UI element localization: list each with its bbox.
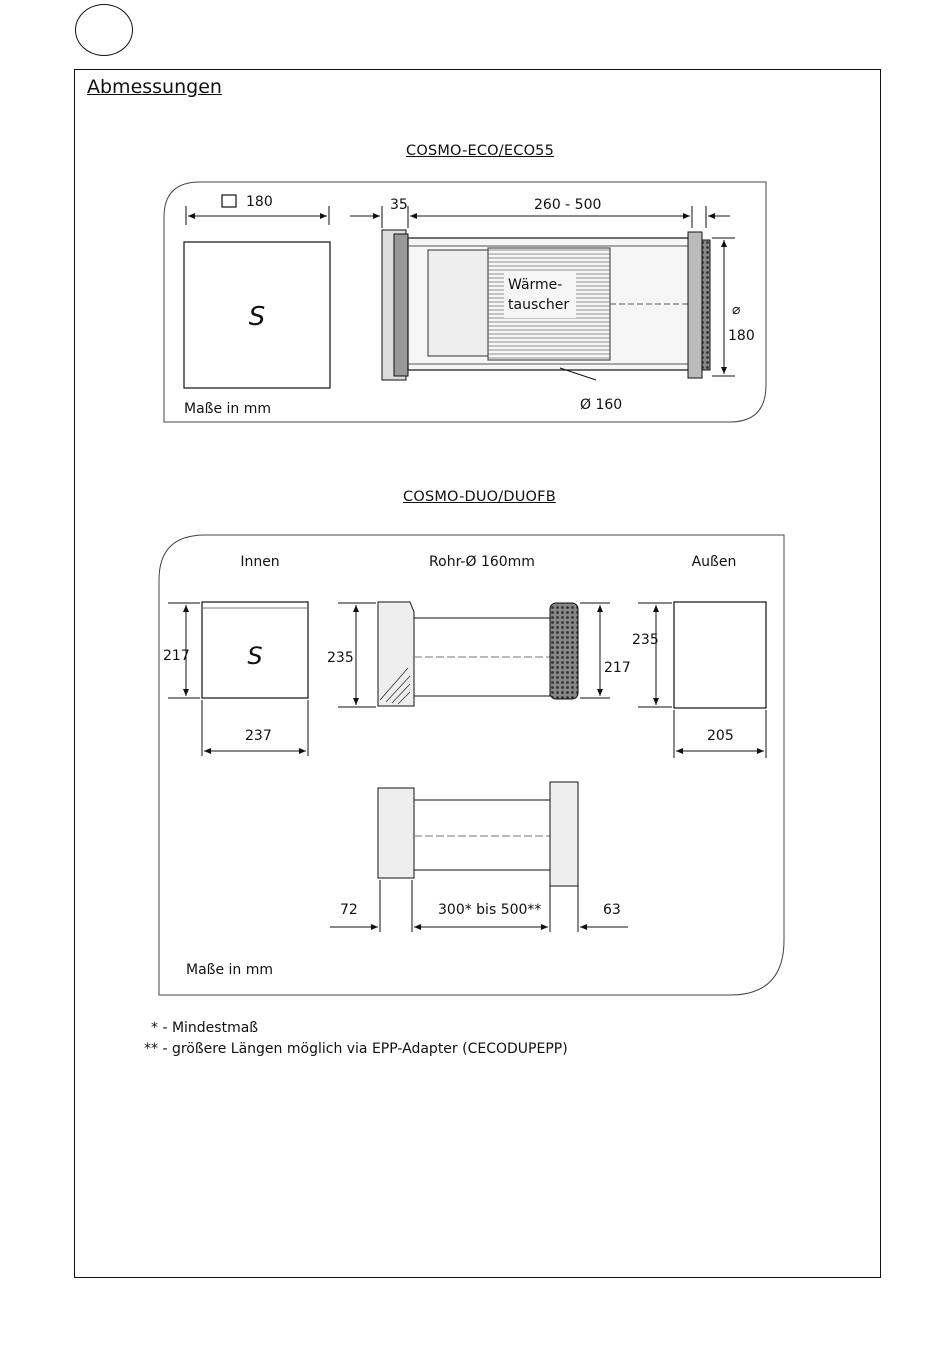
eco-diagram — [164, 182, 766, 422]
duo-inner-width: 237 — [245, 728, 272, 744]
duo-label-outside: Außen — [691, 554, 737, 570]
eco-dim-diameter: 180 — [728, 328, 755, 344]
eco-square-size: 180 — [246, 194, 273, 210]
eco-dim-length: 260 - 500 — [534, 197, 602, 213]
diameter-symbol-icon: ⌀ — [732, 302, 741, 318]
duo-bottom-outer-cover — [550, 782, 578, 886]
eco-heat-exchanger-label-2: tauscher — [508, 297, 570, 313]
duo-units: Maße in mm — [186, 962, 274, 978]
duo-dim-72: 72 — [340, 902, 358, 918]
eco-units: Maße in mm — [184, 401, 272, 417]
duo-section-title: COSMO-DUO/DUOFB — [403, 489, 556, 505]
page-title: Abmessungen — [87, 76, 222, 98]
duo-outer-width: 205 — [707, 728, 734, 744]
footnote-minimum: * - Mindestmaß — [151, 1020, 259, 1036]
duo-diagram — [159, 535, 784, 995]
brand-logo-icon: S — [248, 302, 266, 332]
footnote-adapter: ** - größere Längen möglich via EPP-Adapter (CECODUPEPP) — [144, 1041, 568, 1057]
square-symbol-icon — [222, 195, 236, 207]
duo-side-height-left: 235 — [327, 650, 354, 666]
duo-bottom-pipe — [414, 800, 550, 870]
duo-inner-height: 217 — [163, 648, 190, 664]
eco-dim-35: 35 — [390, 197, 408, 213]
duo-brand-logo-icon: S — [247, 642, 263, 670]
duo-dim-63: 63 — [603, 902, 621, 918]
duo-outer-height: 235 — [632, 632, 659, 648]
eco-heat-exchanger-label-1: Wärme- — [508, 277, 563, 293]
eco-section-title: COSMO-ECO/ECO55 — [406, 143, 555, 159]
eco-outer-cover — [688, 232, 702, 378]
duo-outer-front — [674, 602, 766, 708]
duo-side-inner-cover — [378, 602, 414, 706]
duo-side-height-right: 217 — [604, 660, 631, 676]
duo-label-inside: Innen — [240, 554, 280, 570]
duo-side-outer-grill — [550, 603, 578, 699]
eco-dim-pipe: Ø 160 — [580, 397, 623, 413]
duo-label-pipe: Rohr-Ø 160mm — [429, 554, 535, 570]
duo-dim-length: 300* bis 500** — [438, 902, 542, 918]
eco-fan — [428, 250, 488, 356]
duo-bottom-inner-cover — [378, 788, 414, 878]
